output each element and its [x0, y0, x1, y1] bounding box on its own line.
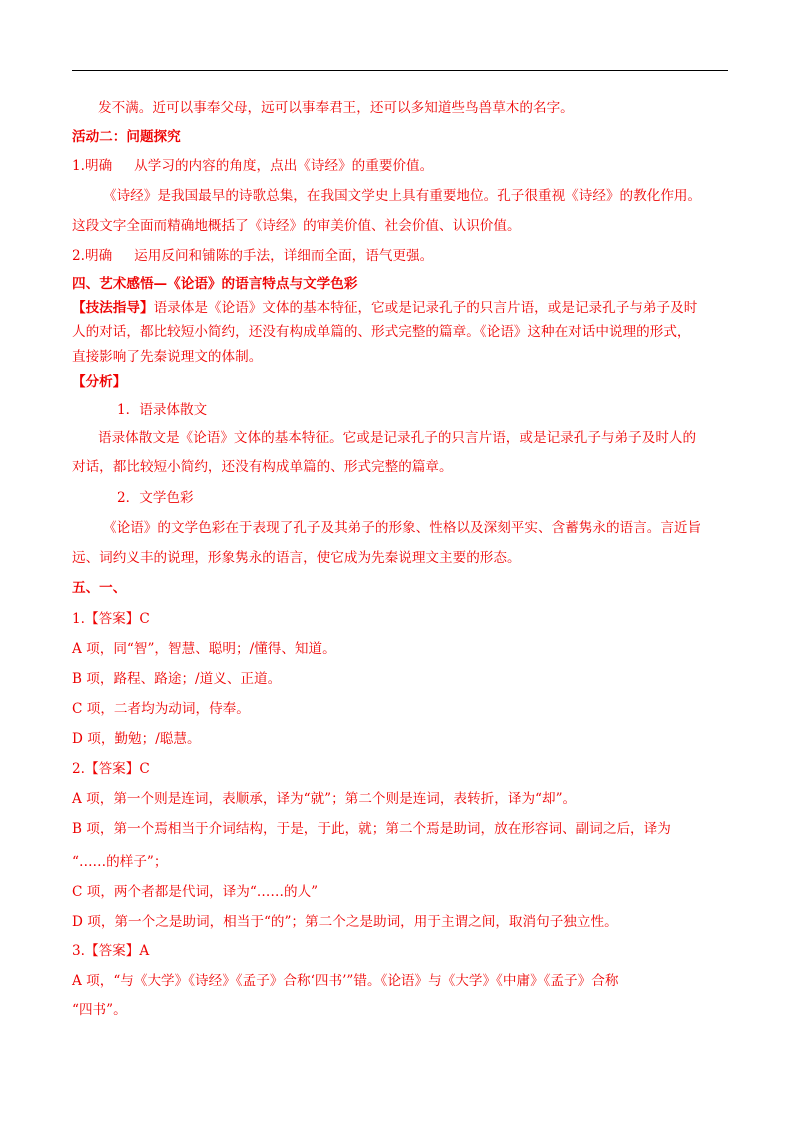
- option-line: “四书”。: [72, 1002, 127, 1018]
- option-line: C 项，二者均为动词，侍奉。: [72, 701, 250, 717]
- option-line: “……的样子”；: [72, 854, 168, 870]
- answer-line: [72, 156, 433, 176]
- option-line: B 项，第一个焉相当于介词结构，于是，于此，就；第二个焉是助词，放在形容词、副词之后，译为: [72, 821, 671, 837]
- answer-heading: 3.【答案】A: [72, 943, 150, 959]
- paragraph-line: 直接影响了先秦说理文的体制。: [72, 349, 263, 365]
- option-line: C 项，两个者都是代词，译为“……的人”: [72, 884, 319, 900]
- option-line: A 项，“与《大学》《诗经》《孟子》合称‘四书’”错。《论语》与《大学》《中庸》《孟子》合称: [72, 973, 619, 989]
- section-heading: 活动二：问题探究: [72, 129, 181, 145]
- tip-text: 语录体是《论语》文体的基本特征，它或是记录孔子的只言片语，或是记录孔子与弟子及时: [153, 300, 698, 316]
- answer-heading: 2.【答案】C: [72, 761, 150, 777]
- header-rule: [72, 70, 728, 71]
- paragraph-line: 人的对话，都比较短小简约，还没有构成单篇的、形式完整的篇章。《论语》这种在对话中说理的形式，: [72, 324, 691, 340]
- paragraph-line: 《论语》的文学色彩在于表现了孔子及其弟子的形象、性格以及深刻平实、含蓄隽永的语言。言近旨: [103, 520, 702, 536]
- option-line: B 项，路程、路途；/道义、正道。: [72, 671, 282, 687]
- option-line: A 项，第一个则是连词，表顺承，译为“就”；第二个则是连词，表转折，译为“却”。: [72, 791, 577, 807]
- answer-text: 从学习的内容的角度，点出《诗经》的重要价值。: [134, 158, 434, 174]
- subheading: 1．语录体散文: [117, 402, 208, 418]
- paragraph-line: [72, 298, 697, 318]
- subheading: 2．文学色彩: [117, 490, 194, 506]
- tip-label: 【技法指导】: [72, 300, 154, 316]
- paragraph-line: 《诗经》是我国最早的诗歌总集，在我国文学史上具有重要地位。孔子很重视《诗经》的教化作用。: [103, 188, 702, 204]
- section-heading: 四、艺术感悟—《论语》的语言特点与文学色彩: [72, 276, 358, 292]
- option-line: A 项，同“智”，智慧、聪明；/懂得、知道。: [72, 641, 336, 657]
- option-line: D 项，勤勉；/聪慧。: [72, 731, 201, 747]
- section-heading: 五、一、: [72, 580, 127, 596]
- paragraph-line: 这段文字全面而精确地概括了《诗经》的审美价值、社会价值、认识价值。: [72, 218, 521, 234]
- answer-label: 1.明确: [72, 158, 113, 174]
- option-line: D 项，第一个之是助词，相当于“的”；第二个之是助词，用于主谓之间，取消句子独立性。: [72, 914, 618, 930]
- answer-line: [72, 246, 433, 266]
- paragraph-line: 语录体散文是《论语》文体的基本特征。它或是记录孔子的只言片语，或是记录孔子与弟子及时人的: [98, 430, 697, 446]
- analysis-label: 【分析】: [72, 374, 127, 390]
- answer-heading: 1.【答案】C: [72, 611, 150, 627]
- paragraph-line: 对话，都比较短小简约，还没有构成单篇的、形式完整的篇章。: [72, 459, 453, 475]
- answer-label: 2.明确: [72, 248, 113, 264]
- paragraph-line: 发不满。近可以事奉父母，远可以事奉君王，还可以多知道些鸟兽草木的名字。: [98, 100, 574, 116]
- answer-text: 运用反问和铺陈的手法，详细而全面，语气更强。: [134, 248, 434, 264]
- paragraph-line: 远、词约义丰的说理，形象隽永的语言，使它成为先秦说理文主要的形态。: [72, 550, 521, 566]
